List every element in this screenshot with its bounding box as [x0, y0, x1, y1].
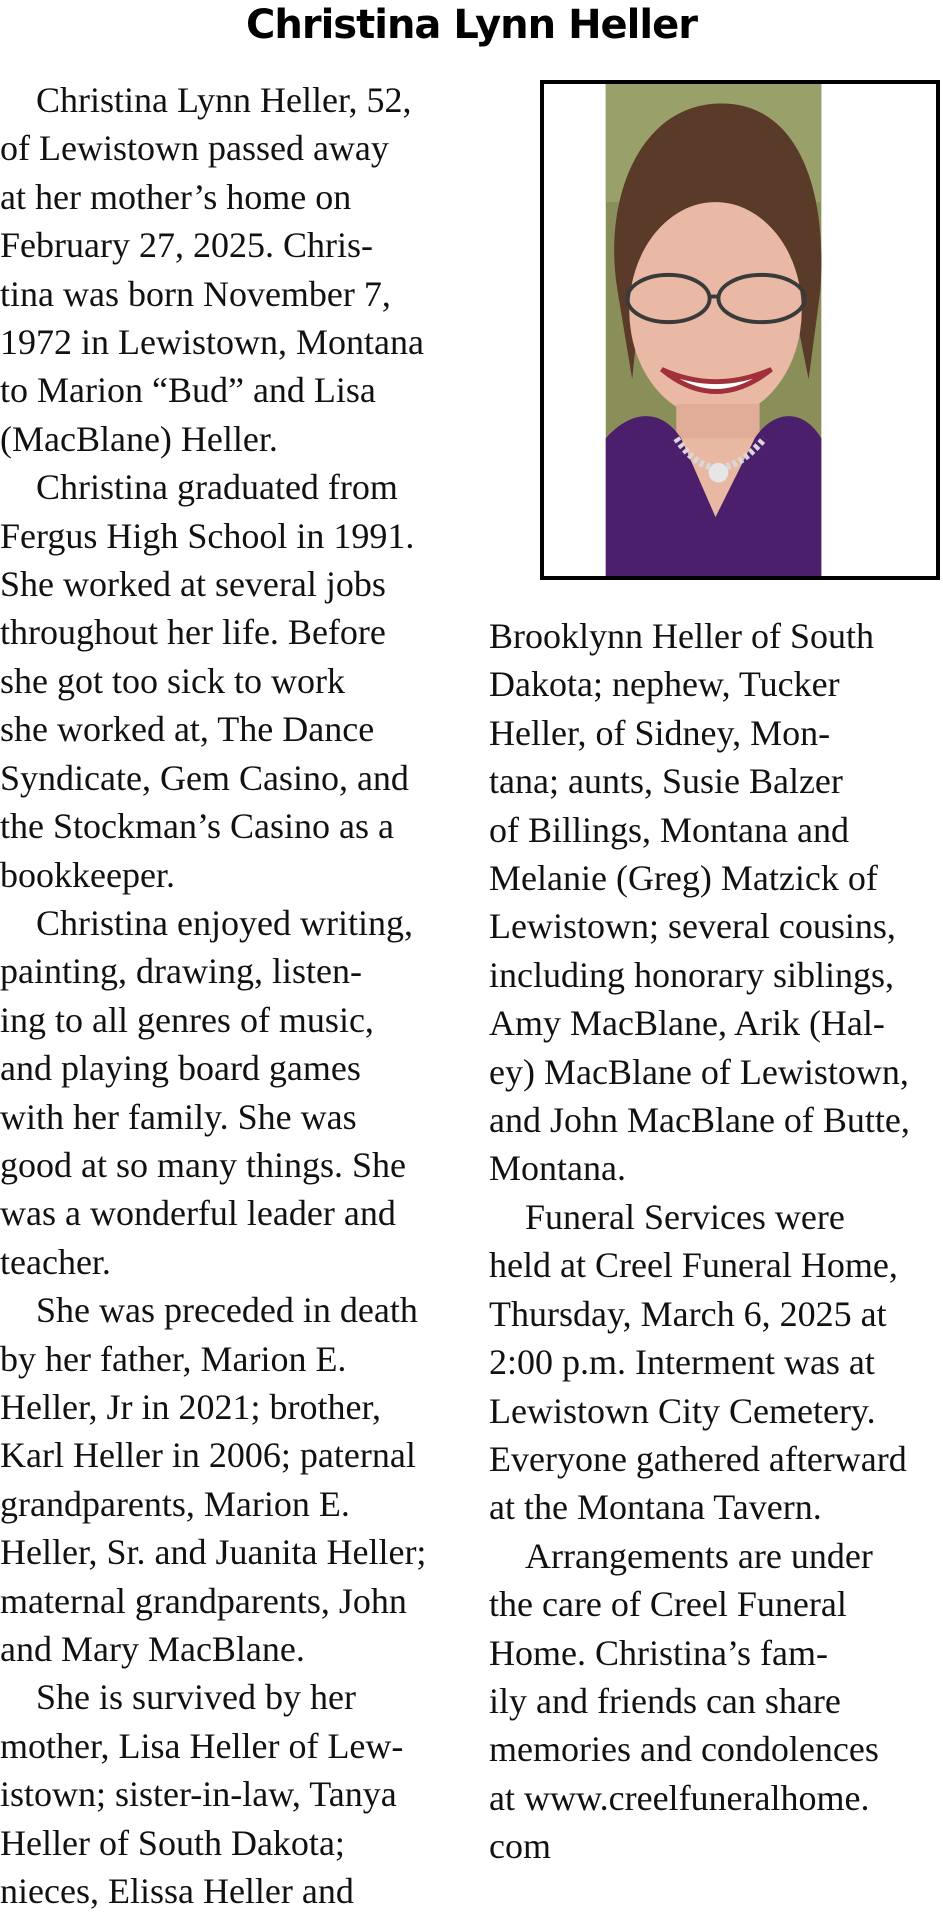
text-line: to Marion “Bud” and Lisa — [0, 370, 376, 411]
text-line: Heller, Sr. and Juanita Heller; — [0, 1532, 427, 1573]
text-line: grandparents, Marion E. — [0, 1483, 350, 1524]
text-line: She is survived by her — [0, 1677, 356, 1718]
text-line: and Mary MacBlane. — [0, 1629, 305, 1669]
text-line: Heller, of Sidney, Mon- — [489, 712, 831, 753]
text-line: with her family. She was — [0, 1096, 357, 1137]
text-line: Arrangements are under — [489, 1535, 873, 1576]
text-line: ily and friends can share — [489, 1680, 841, 1721]
text-line: Lewistown City Cemetery. — [489, 1390, 876, 1431]
text-line: bookkeeper. — [0, 854, 175, 895]
text-line: at her mother’s home on — [0, 176, 352, 217]
text-line: Heller of South Dakota; — [0, 1822, 345, 1863]
text-line: of Lewistown passed away — [0, 128, 389, 169]
text-line: and John MacBlane of Butte, — [489, 1100, 910, 1141]
text-line: Brooklynn Heller of South — [489, 616, 874, 656]
text-line: was a wonderful leader and — [0, 1193, 396, 1234]
text-line: nieces, Elissa Heller and — [0, 1871, 354, 1912]
text-line: maternal grandparents, John — [0, 1580, 407, 1621]
text-line: at www.creelfuneralhome. — [489, 1777, 870, 1818]
portrait-image — [544, 84, 936, 576]
text-line: tana; aunts, Susie Balzer — [489, 761, 843, 802]
text-line: Karl Heller in 2006; paternal — [0, 1435, 416, 1476]
text-line: Home. Christina’s fam- — [489, 1632, 828, 1673]
text-line: memories and condolences — [489, 1729, 879, 1770]
text-line: ing to all genres of music, — [0, 999, 374, 1040]
text-line: Dakota; nephew, Tucker — [489, 664, 840, 705]
text-line: 1972 in Lewistown, Montana — [0, 322, 424, 363]
text-line: February 27, 2025. Chris- — [0, 225, 373, 266]
text-line: of Billings, Montana and — [489, 809, 849, 850]
portrait-photo — [540, 80, 940, 580]
text-line: tina was born November 7, — [0, 273, 391, 314]
text-line: she got too sick to work — [0, 660, 345, 701]
text-line: held at Creel Funeral Home, — [489, 1245, 898, 1286]
text-line: the care of Creel Funeral — [489, 1584, 847, 1625]
text-line: and playing board games — [0, 1048, 361, 1089]
text-line: good at so many things. She — [0, 1144, 406, 1185]
text-line: painting, drawing, listen- — [0, 951, 362, 992]
text-line: Lewistown; several cousins, — [489, 906, 896, 947]
text-line: com — [489, 1826, 551, 1867]
text-line: the Stockman’s Casino as a — [0, 806, 394, 847]
text-line: at the Montana Tavern. — [489, 1487, 822, 1528]
text-line: ey) MacBlane of Lewistown, — [489, 1051, 909, 1092]
text-line: Christina Lynn Heller, 52, — [0, 80, 412, 120]
text-line: Fergus High School in 1991. — [0, 515, 415, 556]
text-line: Thursday, March 6, 2025 at — [489, 1293, 887, 1334]
text-line: by her father, Marion E. — [0, 1338, 347, 1379]
obituary-text-right-column — [489, 612, 943, 1871]
text-line: including honorary siblings, — [489, 954, 894, 995]
obituary-text-left-column — [0, 76, 462, 1915]
text-line: Christina graduated from — [0, 467, 398, 508]
text-line: teacher. — [0, 1241, 111, 1282]
obituary-title: Christina Lynn Heller — [246, 2, 697, 48]
text-line: she worked at, The Dance — [0, 709, 375, 750]
text-line: Melanie (Greg) Matzick of — [489, 858, 878, 899]
text-line: Amy MacBlane, Arik (Hal- — [489, 1003, 885, 1044]
text-line: Christina enjoyed writing, — [0, 902, 413, 943]
text-line: Syndicate, Gem Casino, and — [0, 757, 409, 798]
text-line: (MacBlane) Heller. — [0, 418, 278, 459]
text-line: Everyone gathered afterward — [489, 1438, 907, 1479]
text-line: Montana. — [489, 1148, 626, 1189]
text-line: Funeral Services were — [489, 1196, 845, 1237]
text-line: mother, Lisa Heller of Lew- — [0, 1725, 404, 1766]
text-line: Heller, Jr in 2021; brother, — [0, 1386, 382, 1427]
text-line: She worked at several jobs — [0, 564, 386, 605]
text-line: istown; sister-in-law, Tanya — [0, 1774, 397, 1815]
text-line: throughout her life. Before — [0, 612, 386, 653]
text-line: She was preceded in death — [0, 1290, 418, 1331]
text-line: 2:00 p.m. Interment was at — [489, 1342, 875, 1383]
